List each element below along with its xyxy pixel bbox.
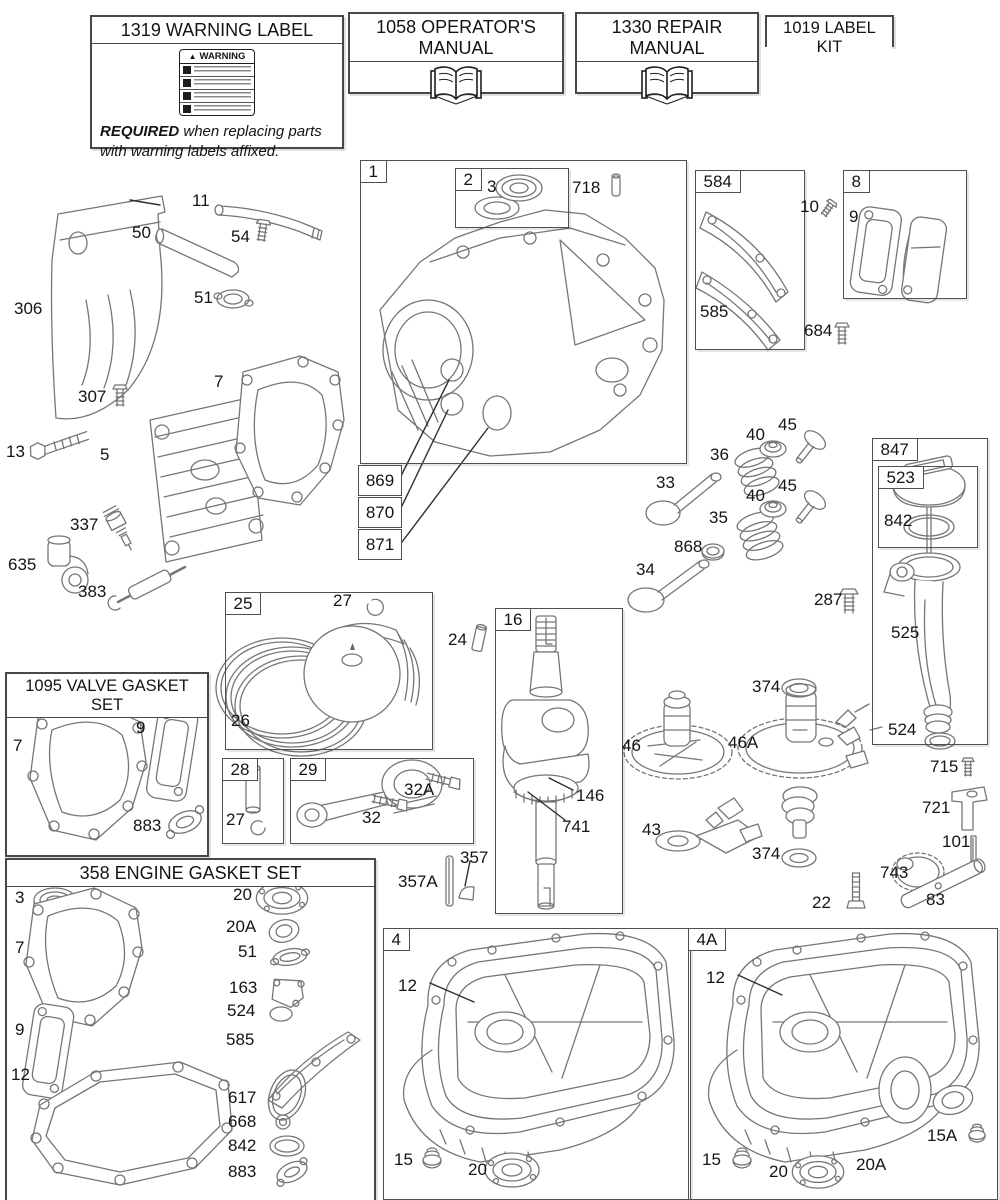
warning-sticker-row <box>180 77 254 90</box>
operators-manual-title: 1058 OPERATOR'S MANUAL <box>350 14 562 62</box>
part-label-7-engine-set: 7 <box>15 938 25 957</box>
oil-seal-3-drawing <box>496 175 542 201</box>
part-label-743-gear: 743 <box>880 863 909 882</box>
part-label-718-dowel: 718 <box>572 178 601 197</box>
piston-pin-28-drawing <box>246 765 265 835</box>
part-label-635-plug-boot: 635 <box>8 555 37 574</box>
repair-manual-box <box>575 12 759 94</box>
clamp-51-drawing <box>214 290 253 308</box>
part-label-721-bracket: 721 <box>922 798 951 817</box>
head-gasket-7-drawing <box>235 356 344 505</box>
breather-8-9-drawing <box>849 206 948 304</box>
part-label-11-rod: 11 <box>192 191 210 210</box>
panel-tab-1: 1 <box>360 160 387 184</box>
part-label-54-screw: 54 <box>231 227 250 246</box>
part-label-883-engine-set: 883 <box>228 1162 257 1181</box>
panel-tab-2: 2 <box>455 168 482 192</box>
panel-tab-4A: 4A <box>688 928 727 952</box>
camshaft-46-drawing <box>624 691 732 779</box>
governor-43-drawing <box>656 798 762 853</box>
part-label-40-retainer-b: 40 <box>746 486 765 505</box>
pictogram-icon <box>183 66 191 74</box>
warning-sticker-heading: WARNING <box>199 51 246 62</box>
part-label-9-engine-set: 9 <box>15 1020 25 1039</box>
warning-sticker-row <box>180 103 254 115</box>
pictogram-icon <box>183 79 191 87</box>
part-label-46-camshaft: 46 <box>622 736 641 755</box>
part-label-306-heat-shield: 306 <box>14 299 43 318</box>
plug-15-drawing <box>423 1148 441 1168</box>
valve-gasket-set-title: 1095 VALVE GASKET SET <box>7 674 207 718</box>
key-24-drawing <box>472 624 487 652</box>
seal-20-4a-drawing <box>792 1156 843 1188</box>
oil-sump-4a-drawing <box>709 932 980 1166</box>
part-label-668-engine-set: 668 <box>228 1112 257 1131</box>
engine-gasket-set-title: 358 ENGINE GASKET SET <box>7 860 374 887</box>
dowel-718-drawing <box>612 174 620 196</box>
warning-triangle-icon: ▲ <box>188 51 197 61</box>
part-label-868-valve-seal: 868 <box>674 537 703 556</box>
part-label-357a-key: 357A <box>398 872 438 891</box>
part-label-525-dipstick-tube: 525 <box>891 623 920 642</box>
dipstick-assembly-drawing <box>884 455 965 749</box>
tool-383-drawing <box>108 567 185 610</box>
part-label-617-engine-set: 617 <box>228 1088 257 1107</box>
part-label-15-plug-sump-a: 15 <box>702 1150 721 1169</box>
warning-sticker <box>179 49 255 116</box>
part-label-46a-camshaft: 46A <box>728 733 759 752</box>
part-label-524-engine-set: 524 <box>227 1001 256 1020</box>
heat-shield-306-drawing <box>52 196 166 419</box>
part-label-337-spark-plug: 337 <box>70 515 99 534</box>
part-label-883-valve-set: 883 <box>133 816 162 835</box>
panel-870: 870 <box>358 497 402 528</box>
panel-tab-847: 847 <box>872 438 918 462</box>
part-label-146-timing-gear: 146 <box>576 786 605 805</box>
warning-required-note: REQUIRED when replacing parts with warning labels affixed. <box>100 123 322 160</box>
part-label-13-bolt: 13 <box>6 442 25 461</box>
part-label-101-pin: 101 <box>942 832 971 851</box>
part-label-34-exhaust-valve: 34 <box>636 560 655 579</box>
part-label-50-tube: 50 <box>132 223 151 242</box>
screw-10-drawing <box>819 198 838 218</box>
part-label-3-engine-set: 3 <box>15 888 25 907</box>
part-label-715-screw: 715 <box>930 757 959 776</box>
panel-tab-523: 523 <box>878 466 924 490</box>
panel-tab-8: 8 <box>843 170 870 194</box>
part-label-15a-plug-sump-a: 15A <box>927 1126 958 1145</box>
part-label-26-ring-set: 26 <box>231 711 250 730</box>
part-label-15-plug-sump: 15 <box>394 1150 413 1169</box>
panel-tab-25: 25 <box>225 592 262 616</box>
part-label-9-breather-gasket: 9 <box>849 207 859 226</box>
part-label-51-engine-set: 51 <box>238 942 257 961</box>
plug-15a-drawing <box>969 1124 985 1142</box>
panel-tab-29: 29 <box>290 758 327 782</box>
part-label-40-retainer-a: 40 <box>746 425 765 444</box>
part-label-20-engine-set: 20 <box>233 885 252 904</box>
open-book-icon <box>577 62 757 108</box>
part-label-45-tappet-a: 45 <box>778 415 797 434</box>
screw-54-drawing <box>254 219 271 242</box>
oil-sump-4-drawing <box>404 932 675 1166</box>
warning-label-kit-box <box>90 15 344 160</box>
engine-block-1-drawing <box>380 197 664 456</box>
part-label-22-bolt: 22 <box>812 893 831 912</box>
crankshaft-16-drawing <box>502 616 589 909</box>
part-label-20a-engine-set: 20A <box>226 917 257 936</box>
part-label-33-intake-valve: 33 <box>656 473 675 492</box>
part-label-383-tool: 383 <box>78 582 107 601</box>
screw-287-drawing <box>840 589 858 613</box>
part-label-12-sump: 12 <box>398 976 417 995</box>
warning-sticker-row <box>180 64 254 77</box>
part-label-374-washer-bottom: 374 <box>752 844 781 863</box>
part-label-7-valve-set: 7 <box>13 736 23 755</box>
spark-plug-337-drawing <box>102 505 138 553</box>
bolt-22-drawing <box>847 873 865 908</box>
part-label-307-screw: 307 <box>78 387 107 406</box>
panel-869: 869 <box>358 465 402 496</box>
seal-20-drawing <box>485 1153 539 1187</box>
connecting-rod-29-drawing <box>297 760 462 827</box>
part-label-20-seal-sump: 20 <box>468 1160 487 1179</box>
repair-manual-title: 1330 REPAIR MANUAL <box>577 14 757 62</box>
panel-871: 871 <box>358 529 402 560</box>
part-label-842-oring-cap: 842 <box>884 511 913 530</box>
part-label-51-clamp: 51 <box>194 288 213 307</box>
panel-tab-28: 28 <box>222 758 259 782</box>
pictogram-icon <box>183 92 191 100</box>
warning-label-kit-title: 1319 WARNING LABEL <box>92 17 342 44</box>
part-label-585-engine-set: 585 <box>226 1030 255 1049</box>
tube-50-drawing <box>156 229 239 277</box>
part-label-10-screw: 10 <box>800 197 819 216</box>
label-kit-box <box>765 15 894 56</box>
part-label-20a-seal-sump-a: 20A <box>856 1155 887 1174</box>
part-label-741-gear: 741 <box>562 817 591 836</box>
warning-sticker-row <box>180 90 254 103</box>
part-label-45-tappet-b: 45 <box>778 476 797 495</box>
pictogram-icon <box>183 105 191 113</box>
valve-train-drawing <box>628 427 829 612</box>
part-label-43-governor: 43 <box>642 820 661 839</box>
panel-tab-4: 4 <box>383 928 410 952</box>
part-label-3-oil-seal: 3 <box>487 177 497 196</box>
part-label-32-rod-screw: 32 <box>362 808 381 827</box>
screw-715-drawing <box>962 758 974 776</box>
part-label-27-clip-pin: 27 <box>226 810 245 829</box>
plug-15-4a-drawing <box>733 1148 751 1168</box>
part-label-24-key: 24 <box>448 630 467 649</box>
part-label-585-gasket: 585 <box>700 302 729 321</box>
part-label-5-cylinder-head: 5 <box>100 445 110 464</box>
plug-boot-635-drawing <box>48 536 88 593</box>
part-label-287-screw: 287 <box>814 590 843 609</box>
part-label-27-clip-piston: 27 <box>333 591 352 610</box>
bolt-13-drawing <box>28 431 90 461</box>
part-label-163-engine-set: 163 <box>229 978 258 997</box>
part-label-12-sump-a: 12 <box>706 968 725 987</box>
part-label-524-oring-tube: 524 <box>888 720 917 739</box>
gaskets-584-585-drawing <box>696 212 788 350</box>
part-label-32a-rod-screw: 32A <box>404 780 435 799</box>
part-label-35-valve-spring: 35 <box>709 508 728 527</box>
screw-684-drawing <box>835 323 849 344</box>
panel-tab-16: 16 <box>495 608 532 632</box>
part-label-20-seal-sump-a: 20 <box>769 1162 788 1181</box>
engine-gasket-set-box <box>5 858 376 1200</box>
part-label-7-head-gasket: 7 <box>214 372 224 391</box>
bracket-721-drawing <box>952 787 987 830</box>
part-label-684-screw: 684 <box>804 321 833 340</box>
label-kit-title: 1019 LABEL KIT <box>767 17 892 59</box>
valve-gasket-set-box <box>5 672 209 857</box>
part-label-9-valve-set: 9 <box>136 718 146 737</box>
camshaft-46a-drawing <box>738 684 882 838</box>
part-label-83-shaft: 83 <box>926 890 945 909</box>
open-book-icon <box>350 62 562 108</box>
panel-tab-584: 584 <box>695 170 741 194</box>
operators-manual-box <box>348 12 564 94</box>
part-label-374-washer-top: 374 <box>752 677 781 696</box>
piston-assembly-drawing <box>216 599 419 756</box>
part-label-12-engine-set: 12 <box>11 1065 30 1084</box>
part-label-357-key: 357 <box>460 848 489 867</box>
part-label-842-engine-set: 842 <box>228 1136 257 1155</box>
part-label-36-valve-spring: 36 <box>710 445 729 464</box>
